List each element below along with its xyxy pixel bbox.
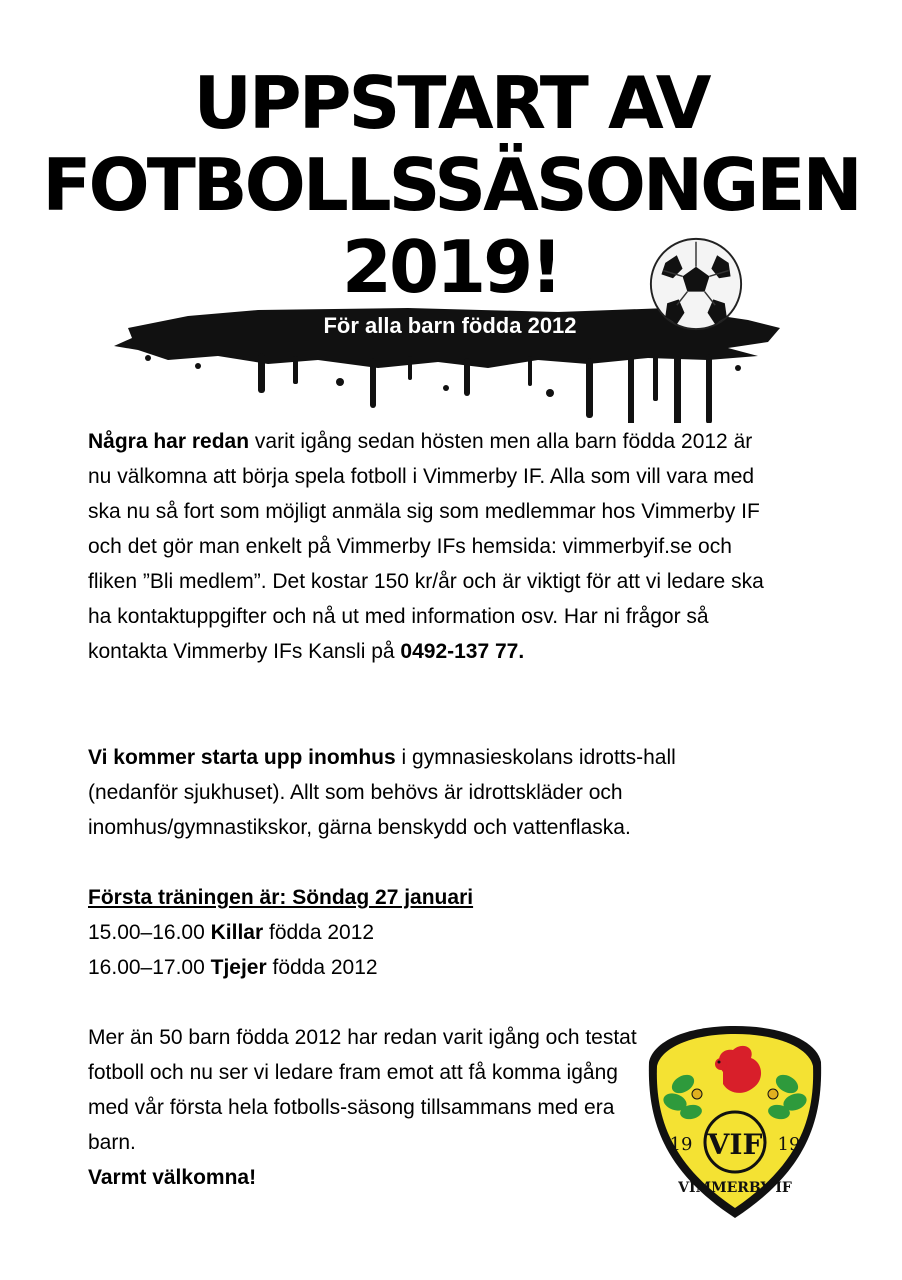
phone-number: 0492-137 77. <box>400 640 525 663</box>
venue-text: i gymnasieskolans idrotts-hall (nedanför sjukhuset). Allt som behövs är idrottskläder och inomhus/gymnastikskor, gärna benskydd och vattenflaska. <box>88 746 676 839</box>
schedule-time: 15.00–16.00 <box>88 921 211 944</box>
title-line-1: UPPSTART AV <box>193 61 709 145</box>
schedule-suffix: födda 2012 <box>263 921 375 944</box>
closing-text: Mer än 50 barn födda 2012 har redan varit igång och testat fotboll och nu ser vi ledare fram emot att få komma igång med vår första hela fotbolls-säsong tillsammans med era barn. <box>88 1026 637 1154</box>
venue-lead: Vi kommer starta upp inomhus <box>88 746 396 769</box>
soccer-ball-icon <box>648 236 744 332</box>
intro-lead: Några har redan <box>88 430 250 453</box>
schedule-row <box>88 950 768 985</box>
intro-paragraph <box>88 424 768 669</box>
venue-paragraph <box>88 740 768 845</box>
schedule-suffix: födda 2012 <box>266 956 378 979</box>
page-title <box>0 62 902 308</box>
title-line-2: FOTBOLLSSÄSONGEN <box>42 143 860 227</box>
schedule <box>88 880 768 985</box>
title-line-3: 2019! <box>341 225 561 309</box>
schedule-row <box>88 915 768 950</box>
intro-text: varit igång sedan hösten men alla barn födda 2012 är nu välkomna att börja spela fotboll i Vimmerby IF. Alla som vill vara med ska nu så fort som möjligt anmäla sig som medlemmar hos Vimmerby IF och det gör man enkelt på Vimmerby IFs hemsida: vimmerbyif.se och fliken ”Bli medlem”. Det kostar 150 kr/år och är viktigt för att vi ledare ska ha kontaktuppgifter och nå ut med information osv. Har ni frågor så kontakta Vimmerby IFs Kansli på <box>88 430 764 663</box>
crest-initials: VIF <box>707 1128 763 1161</box>
club-crest-logo <box>645 1022 825 1222</box>
banner-subtitle: För alla barn födda 2012 <box>323 313 577 338</box>
schedule-heading: Första träningen är: Söndag 27 januari <box>88 886 474 909</box>
schedule-group: Tjejer <box>210 956 267 979</box>
closing-greeting: Varmt välkomna! <box>88 1166 257 1189</box>
crest-name: VIMMERBY IF <box>678 1180 792 1196</box>
schedule-time: 16.00–17.00 <box>88 956 211 979</box>
crest-year-right: 19 <box>777 1134 801 1155</box>
crest-year-left: 19 <box>669 1134 693 1155</box>
closing-paragraph <box>88 1020 648 1195</box>
schedule-group: Killar <box>210 921 264 944</box>
